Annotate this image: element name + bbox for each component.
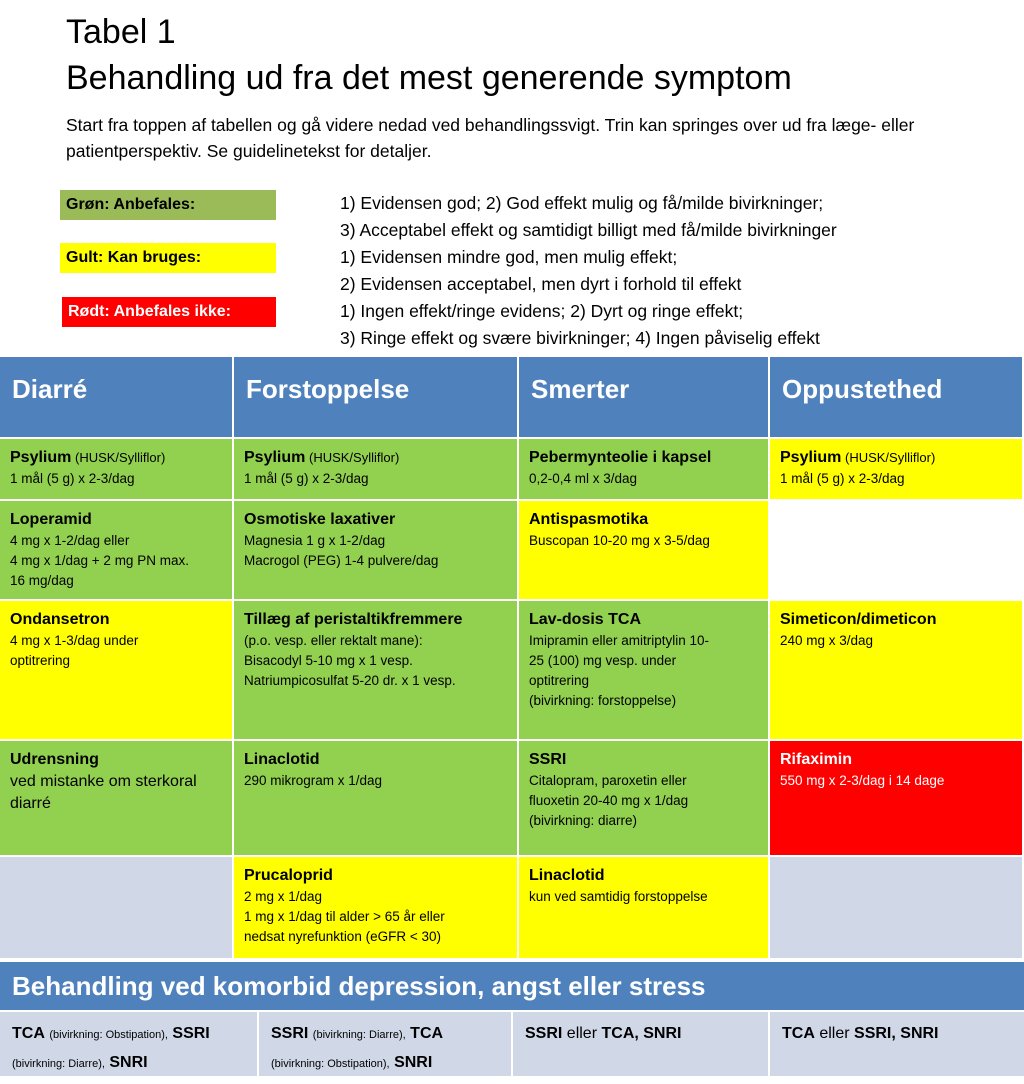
drug-dose: 2 mg x 1/dag 1 mg x 1/dag til alder > 65 år eller nedsat nyrefunktion (eGFR < 30) bbox=[244, 889, 445, 944]
table-cell bbox=[770, 601, 1024, 741]
drug-name: TCA bbox=[410, 1025, 444, 1042]
legend-yellow: Gult: Kan bruges: bbox=[60, 243, 276, 273]
drug-name: Prucaloprid bbox=[244, 867, 333, 884]
drug-dose: Magnesia 1 g x 1-2/dag Macrogol (PEG) 1-4 pulvere/dag bbox=[244, 533, 439, 568]
table-cell bbox=[234, 601, 519, 741]
drug-name: Antispasmotika bbox=[529, 511, 649, 528]
legend-line: 1) Evidensen mindre god, men mulig effekt; bbox=[340, 247, 678, 267]
drug-dose: Citalopram, paroxetin eller fluoxetin 20-40 mg x 1/dag (bivirkning: diarre) bbox=[529, 773, 689, 828]
table-cell bbox=[234, 857, 519, 960]
drug-dose: 0,2-0,4 ml x 3/dag bbox=[529, 471, 638, 486]
header-oppustethed: Oppustethed bbox=[770, 357, 1024, 439]
table-cell bbox=[519, 741, 770, 857]
drug-name: SSRI bbox=[271, 1025, 309, 1042]
table-cell-empty bbox=[0, 857, 234, 960]
connector-text: eller bbox=[819, 1025, 850, 1042]
side-effect-note: (bivirkning: Diarre), bbox=[12, 1058, 105, 1070]
header-forstoppelse: Forstoppelse bbox=[234, 357, 519, 439]
table-cell-empty bbox=[770, 857, 1024, 960]
drug-name: SSRI, SNRI bbox=[854, 1025, 939, 1042]
table-cell bbox=[0, 439, 234, 501]
connector-text: eller bbox=[566, 1025, 598, 1042]
header-smerter: Smerter bbox=[519, 357, 770, 439]
side-effect-note: (bivirkning: Obstipation), bbox=[271, 1058, 390, 1070]
table-cell bbox=[0, 741, 234, 857]
table-cell bbox=[234, 501, 519, 601]
drug-name: TCA bbox=[12, 1025, 45, 1042]
drug-name: Osmotiske laxativer bbox=[244, 511, 396, 528]
table-cell bbox=[519, 501, 770, 601]
drug-dose: 290 mikrogram x 1/dag bbox=[244, 773, 383, 788]
drug-dose: 1 mål (5 g) x 2-3/dag bbox=[244, 471, 369, 486]
legend-line: 3) Acceptabel effekt og samtidigt billigt med få/milde bivirkninger bbox=[340, 220, 837, 240]
drug-name: Udrensning bbox=[10, 751, 99, 768]
legend-line: 2) Evidensen acceptabel, men dyrt i forhold til effekt bbox=[340, 274, 742, 294]
drug-name: Pebermynteolie i kapsel bbox=[529, 449, 712, 466]
drug-name: Linaclotid bbox=[529, 867, 605, 884]
drug-brand: (HUSK/Sylliflor) bbox=[74, 450, 166, 465]
table-cell bbox=[234, 439, 519, 501]
drug-dose: kun ved samtidig forstoppelse bbox=[529, 889, 708, 904]
drug-name: Psylium bbox=[780, 449, 842, 466]
page-title: Behandling ud fra det mest generende symptom bbox=[66, 59, 792, 97]
legend-line: 1) Evidensen god; 2) God effekt mulig og få/milde bivirkninger; bbox=[340, 193, 824, 213]
drug-brand: (HUSK/Sylliflor) bbox=[844, 450, 936, 465]
drug-name: Psylium bbox=[10, 449, 72, 466]
header-diarre: Diarré bbox=[0, 357, 234, 439]
legend-red-label: Rødt: Anbefales ikke: bbox=[68, 303, 231, 320]
drug-name: TCA, SNRI bbox=[601, 1025, 682, 1042]
table-cell bbox=[770, 439, 1024, 501]
table-cell bbox=[770, 741, 1024, 857]
drug-dose: 4 mg x 1-3/dag under optitrering bbox=[10, 633, 139, 668]
drug-dose: 1 mål (5 g) x 2-3/dag bbox=[10, 471, 135, 486]
drug-name: SSRI bbox=[529, 751, 567, 768]
drug-dose: ved mistanke om sterkoral diarré bbox=[10, 773, 197, 812]
comorbid-cell-forstoppelse bbox=[259, 1012, 513, 1076]
comorbid-cell-diarre bbox=[0, 1012, 259, 1076]
table-cell bbox=[0, 601, 234, 741]
legend-red bbox=[62, 297, 276, 327]
table-number: Tabel 1 bbox=[66, 13, 176, 51]
intro-text: Start fra toppen af tabellen og gå videre nedad ved behandlingssvigt. Trin kan springes over ud fra læge- eller patientperspektiv. Se guidelinetekst for detaljer. bbox=[66, 115, 915, 161]
drug-dose: 240 mg x 3/dag bbox=[780, 633, 874, 648]
comorbid-banner: Behandling ved komorbid depression, angst eller stress bbox=[0, 962, 1024, 1010]
drug-name: Rifaximin bbox=[780, 751, 853, 768]
side-effect-note: (bivirkning: Diarre), bbox=[312, 1029, 406, 1041]
drug-dose: Imipramin eller amitriptylin 10- 25 (100) mg vesp. under optitrering (bivirkning: forstoppelse) bbox=[529, 633, 710, 708]
table-cell bbox=[234, 741, 519, 857]
drug-name: Simeticon/dimeticon bbox=[780, 611, 937, 628]
drug-name: TCA bbox=[782, 1025, 815, 1042]
drug-dose: (p.o. vesp. eller rektalt mane): Bisacodyl 5-10 mg x 1 vesp. Natriumpicosulfat 5-20 dr. x 1 vesp. bbox=[244, 633, 456, 688]
table-cell bbox=[519, 439, 770, 501]
drug-dose: 4 mg x 1-2/dag eller 4 mg x 1/dag + 2 mg PN max. 16 mg/dag bbox=[10, 533, 189, 588]
legend-line: 3) Ringe effekt og svære bivirkninger; 4) Ingen påviselig effekt bbox=[340, 328, 820, 348]
legend-line: 1) Ingen effekt/ringe evidens; 2) Dyrt og ringe effekt; bbox=[340, 301, 744, 321]
comorbid-cell-smerter bbox=[513, 1012, 770, 1076]
table-cell-empty bbox=[770, 501, 1024, 601]
table-cell bbox=[0, 501, 234, 601]
drug-name: Linaclotid bbox=[244, 751, 320, 768]
drug-name: SNRI bbox=[109, 1054, 148, 1071]
drug-dose: 550 mg x 2-3/dag i 14 dage bbox=[780, 773, 945, 788]
legend-descriptions bbox=[340, 190, 1020, 352]
drug-name: Loperamid bbox=[10, 511, 92, 528]
drug-name: SNRI bbox=[394, 1054, 433, 1071]
side-effect-note: (bivirkning: Obstipation), bbox=[49, 1029, 168, 1041]
table-cell bbox=[519, 857, 770, 960]
drug-brand: (HUSK/Sylliflor) bbox=[308, 450, 400, 465]
drug-name: Psylium bbox=[244, 449, 306, 466]
drug-name: SSRI bbox=[525, 1025, 563, 1042]
table-cell bbox=[519, 601, 770, 741]
drug-name: Lav-dosis TCA bbox=[529, 611, 642, 628]
drug-name: Ondansetron bbox=[10, 611, 110, 628]
comorbid-cell-oppustethed bbox=[770, 1012, 1024, 1076]
drug-name: Tillæg af peristaltikfremmere bbox=[244, 611, 463, 628]
legend-green: Grøn: Anbefales: bbox=[60, 190, 276, 220]
drug-dose: Buscopan 10-20 mg x 3-5/dag bbox=[529, 533, 710, 548]
drug-name: SSRI bbox=[172, 1025, 210, 1042]
drug-dose: 1 mål (5 g) x 2-3/dag bbox=[780, 471, 905, 486]
